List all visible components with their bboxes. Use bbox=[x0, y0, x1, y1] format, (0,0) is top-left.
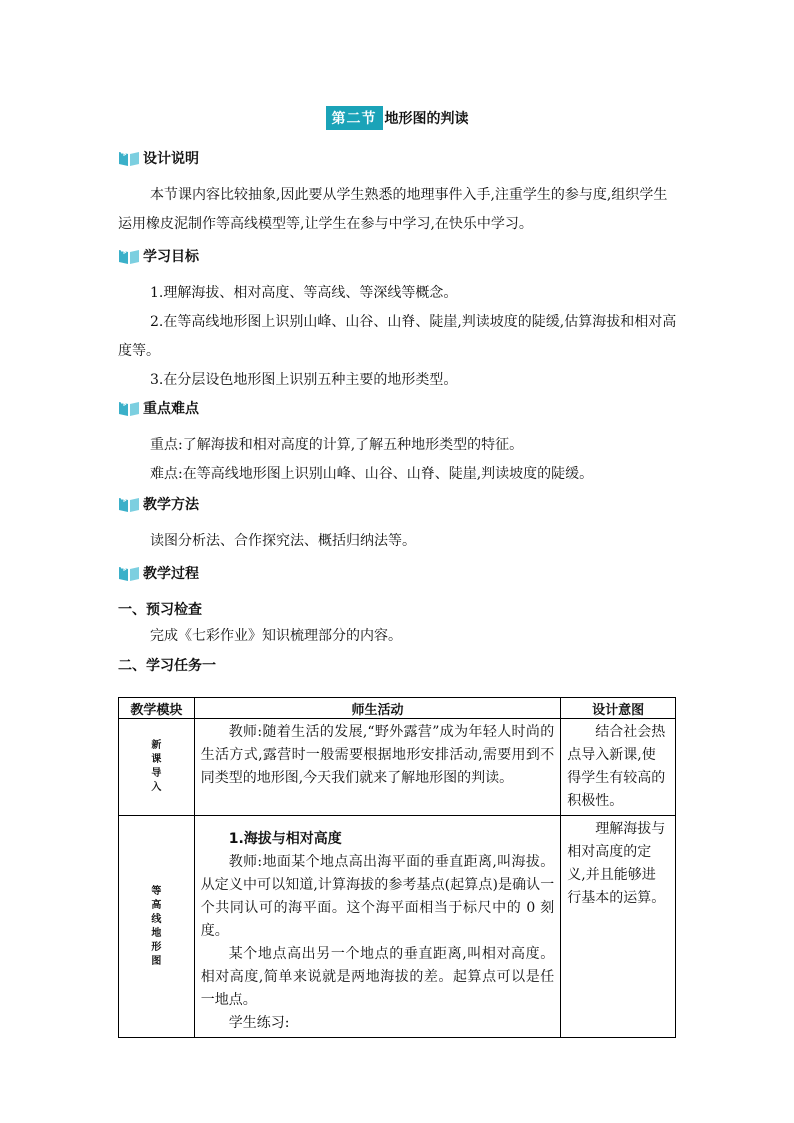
book-icon bbox=[118, 399, 140, 417]
keypoint-item: 难点:在等高线地形图上识别山峰、山谷、山脊、陡崖,判读坡度的陡缓。 bbox=[150, 466, 594, 482]
section-label: 设计说明 bbox=[143, 151, 199, 167]
goal-item: 1.理解海拔、相对高度、等高线、等深线等概念。 bbox=[150, 285, 458, 301]
book-icon bbox=[118, 564, 140, 582]
section-heading-methods bbox=[118, 494, 199, 514]
book-icon bbox=[118, 149, 140, 167]
book-icon bbox=[118, 495, 140, 513]
section-label: 重点难点 bbox=[143, 401, 199, 417]
section-heading-process bbox=[118, 563, 199, 583]
section-heading-goals bbox=[118, 246, 199, 266]
keypoint-item: 重点:了解海拔和相对高度的计算,了解五种地形类型的特征。 bbox=[150, 437, 524, 453]
activity-text: 学生练习: bbox=[228, 1015, 290, 1031]
section-label: 教学方法 bbox=[143, 497, 199, 513]
table-header: 师生活动 bbox=[194, 698, 561, 719]
table-header: 教学模块 bbox=[119, 698, 195, 719]
section-label: 教学过程 bbox=[143, 566, 199, 582]
module-label: 新课导入 bbox=[151, 740, 162, 793]
intent-text: 理解海拔与相对高度的定义,并且能够进行基本的运算。 bbox=[567, 821, 666, 906]
step-text: 完成《七彩作业》知识梳理部分的内容。 bbox=[150, 628, 402, 644]
title-text: 地形图的判读 bbox=[384, 111, 469, 127]
activity-text: 某个地点高出另一个地点的垂直距离,叫相对高度。相对高度,简单来说就是两地海拔的差。起算点可以是任一地点。 bbox=[200, 946, 555, 1008]
table-row bbox=[119, 719, 676, 816]
activity-text: 教师:地面某个地点高出海平面的垂直距离,叫海拔。从定义中可以知道,计算海拔的参考基点(起算点)是确认一个共同认可的海平面。这个海平面相当于标尺中的 0 刻度。 bbox=[200, 854, 555, 939]
step-heading: 一、预习检查 bbox=[118, 602, 202, 618]
section-badge: 第二节 bbox=[326, 106, 383, 130]
intent-text: 结合社会热点导入新课,使得学生有较高的积极性。 bbox=[567, 724, 666, 809]
module-label: 等高线地形图 bbox=[151, 885, 162, 967]
activity-subheading: 1.海拔与相对高度 bbox=[228, 831, 342, 847]
section-label: 学习目标 bbox=[143, 249, 199, 265]
design-text: 本节课内容比较抽象,因此要从学生熟悉的地理事件入手,注重学生的参与度,组织学生运用橡皮泥制作等高线模型等,让学生在参与中学习,在快乐中学习。 bbox=[118, 187, 668, 232]
activity-text: 教师:随着生活的发展,“野外露营”成为年轻人时尚的生活方式,露营时一般需要根据地形安排活动,需要用到不同类型的地形图,今天我们就来了解地形图的判读。 bbox=[200, 724, 555, 786]
goal-item: 3.在分层设色地形图上识别五种主要的地形类型。 bbox=[150, 372, 458, 388]
goal-item: 2.在等高线地形图上识别山峰、山谷、山脊、陡崖,判读坡度的陡缓,估算海拔和相对高度等。 bbox=[118, 314, 677, 359]
page-title bbox=[0, 106, 794, 130]
table-row bbox=[119, 816, 676, 1038]
table-header-row bbox=[119, 698, 676, 719]
step-heading: 二、学习任务一 bbox=[118, 658, 216, 674]
methods-text: 读图分析法、合作探究法、概括归纳法等。 bbox=[150, 533, 416, 549]
book-icon bbox=[118, 247, 140, 265]
lesson-table bbox=[118, 697, 676, 1038]
section-heading-keypoints bbox=[118, 398, 199, 418]
section-heading-design bbox=[118, 148, 199, 168]
table-header: 设计意图 bbox=[561, 698, 676, 719]
